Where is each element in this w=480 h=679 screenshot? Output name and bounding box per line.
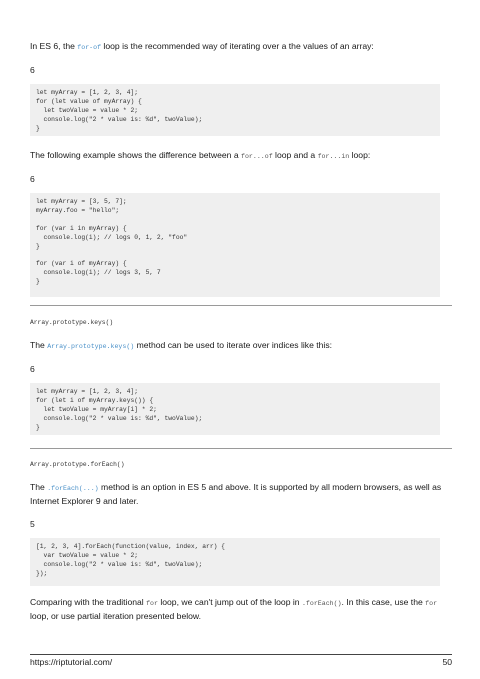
foreach-paragraph xyxy=(30,481,452,508)
version-label: 6 xyxy=(30,174,35,184)
section-divider xyxy=(30,448,452,449)
foreach-text-end: method is an option in ES 5 and above. It is supported by all modern browsers, as well as Internet Explorer 9 and later. xyxy=(30,482,442,506)
inline-code-for-of-dots: for...of xyxy=(241,153,273,160)
section-heading-foreach: Array.prototype.forEach() xyxy=(30,461,125,468)
footer-url[interactable]: https://riptutorial.com/ xyxy=(30,657,113,667)
inline-code-for-2: for xyxy=(425,600,438,607)
intro-paragraph xyxy=(30,40,452,54)
compare-text-end: loop, or use partial iteration presented below. xyxy=(30,611,202,621)
version-label: 6 xyxy=(30,65,35,75)
version-label: 5 xyxy=(30,519,35,529)
intro-text-end: loop is the recommended way of iterating over a the values of an array: xyxy=(101,41,374,51)
diff-text-end: loop: xyxy=(349,150,371,160)
keys-text: The xyxy=(30,340,48,350)
compare-text-mid: loop, we can't jump out of the loop in xyxy=(157,597,302,607)
version-label: 6 xyxy=(30,364,35,374)
keys-text-end: method can be used to iterate over indices like this: xyxy=(134,340,333,350)
inline-code-for: for xyxy=(146,600,158,607)
section-heading-keys: Array.prototype.keys() xyxy=(30,319,114,326)
inline-code-foreach-call: .forEach() xyxy=(301,600,342,607)
compare-paragraph xyxy=(30,596,452,623)
inline-code-foreach: .forEach(...) xyxy=(47,485,99,492)
section-divider xyxy=(30,305,452,306)
footer-divider xyxy=(30,654,452,655)
foreach-text: The xyxy=(30,482,48,492)
code-block-for-of: let myArray = [1, 2, 3, 4]; for (let value of myArray) { let twoValue = value * 2; console.log("2 * value is: %d", twoValue); } xyxy=(30,84,440,136)
code-block-for-in-vs-of: let myArray = [3, 5, 7]; myArray.foo = "hello"; for (var i in myArray) { console.log(i); // logs 0, 1, 2, "foo" } for (var i of myArray) { console.log(i); // logs 3, 5, 7 } xyxy=(30,193,440,297)
keys-paragraph xyxy=(30,339,452,353)
compare-text-mid2: . In this case, use the xyxy=(341,597,426,607)
inline-code-for-of: for-of xyxy=(77,44,102,51)
code-block-keys: let myArray = [1, 2, 3, 4]; for (let i of myArray.keys()) { let twoValue = myArray[i] * 2; console.log("2 * value is: %d", twoValue); } xyxy=(30,383,440,435)
difference-paragraph xyxy=(30,149,452,163)
intro-text: In ES 6, the xyxy=(30,41,78,51)
code-block-foreach: [1, 2, 3, 4].forEach(function(value, index, arr) { var twoValue = value * 2; console.log("2 * value is: %d", twoValue); }); xyxy=(30,538,440,586)
page-number: 50 xyxy=(442,657,452,667)
inline-code-array-keys: Array.prototype.keys() xyxy=(47,343,135,350)
diff-text: The following example shows the difference between a xyxy=(30,150,241,160)
compare-text: Comparing with the traditional xyxy=(30,597,147,607)
inline-code-for-in: for...in xyxy=(317,153,350,160)
diff-text-mid: loop and a xyxy=(272,150,318,160)
